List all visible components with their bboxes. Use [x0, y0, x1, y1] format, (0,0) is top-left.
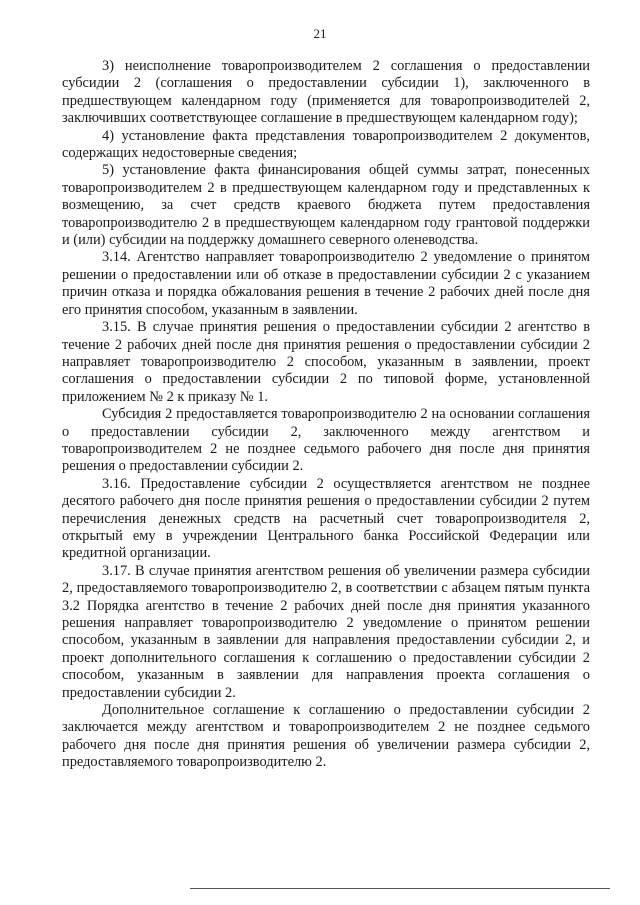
- paragraph-item-4: 4) установление факта представления товаропроизводителем 2 документов, содержащих недостоверные сведения;: [62, 127, 590, 162]
- paragraph-clause-3-14: 3.14. Агентство направляет товаропроизводителю 2 уведомление о принятом решении о предоставлении или об отказе в предоставлении субсидии 2 с указанием причин отказа и порядка обжалования решения в течение 2 рабочих дней после дня его принятия способом, указанным в заявлении.: [62, 249, 590, 318]
- bottom-rule: [190, 888, 610, 889]
- paragraph-item-5: 5) установление факта финансирования общей суммы затрат, понесенных товаропроизводителем 2 в предшествующем календарном году и представленных к возмещению, за счет средств краевого бюджета путем предоставления товаропроизводителю 2 в предшествующем календарном году грантовой поддержки и (или) субсидии на поддержку домашнего северного оленеводства.: [62, 162, 590, 249]
- paragraph-clause-3-16: 3.16. Предоставление субсидии 2 осуществляется агентством не позднее десятого рабочего дня после принятия решения о предоставлении субсидии 2 путем перечисления денежных средств на расчетный счет товаропроизводителя 2, открытый ему в учреждении Центрального банка Российской Федерации или кредитной организации.: [62, 475, 590, 562]
- page-number: 21: [313, 26, 327, 41]
- paragraph-clause-3-15: 3.15. В случае принятия решения о предоставлении субсидии 2 агентство в течение 2 рабочих дней после дня принятия решения о предоставлении субсидии 2 направляет товаропроизводителю 2 способом, указанным в заявлении, проект соглашения о предоставлении субсидии 2 по типовой форме, установленной приложением № 2 к приказу № 1.: [62, 319, 590, 405]
- paragraph-subsidy-agreement: Субсидия 2 предоставляется товаропроизводителю 2 на основании соглашения о предоставлении субсидии 2, заключенного между агентством и товаропроизводителем 2 не позднее седьмого рабочего дня после дня принятия решения о предоставлении субсидии 2.: [62, 406, 590, 475]
- paragraph-clause-3-17: 3.17. В случае принятия агентством решения об увеличении размера субсидии 2, предоставляемого товаропроизводителю 2, в соответствии с абзацем пятым пункта 3.2 Порядка агентство в течение 2 рабочих дней после дня принятия указанного решения направляет товаропроизводителю 2 уведомление о принятом решении способом, указанным в заявлении для направления предоставлении субсидии 2, и проект дополнительного соглашения к соглашению о предоставлении субсидии 2 способом, указанным в заявлении для направления проекта соглашения о предоставлении субсидии 2.: [62, 562, 590, 701]
- paragraph-item-3: 3) неисполнение товаропроизводителем 2 соглашения о предоставлении субсидии 2 (соглашения о предоставлении субсидии 1), заключенного в предшествующем календарном году (применяется для товаропроизводителей 2, заключивших соответствующее соглашение в предшествующем календарном году);: [62, 58, 590, 127]
- paragraph-additional-agreement: Дополнительное соглашение к соглашению о предоставлении субсидии 2 заключается между агентством и товаропроизводителем 2 не позднее седьмого рабочего дня после дня принятия решения об увеличении размера субсидии 2, предоставляемого товаропроизводителю 2.: [62, 702, 590, 771]
- document-body: [62, 58, 590, 772]
